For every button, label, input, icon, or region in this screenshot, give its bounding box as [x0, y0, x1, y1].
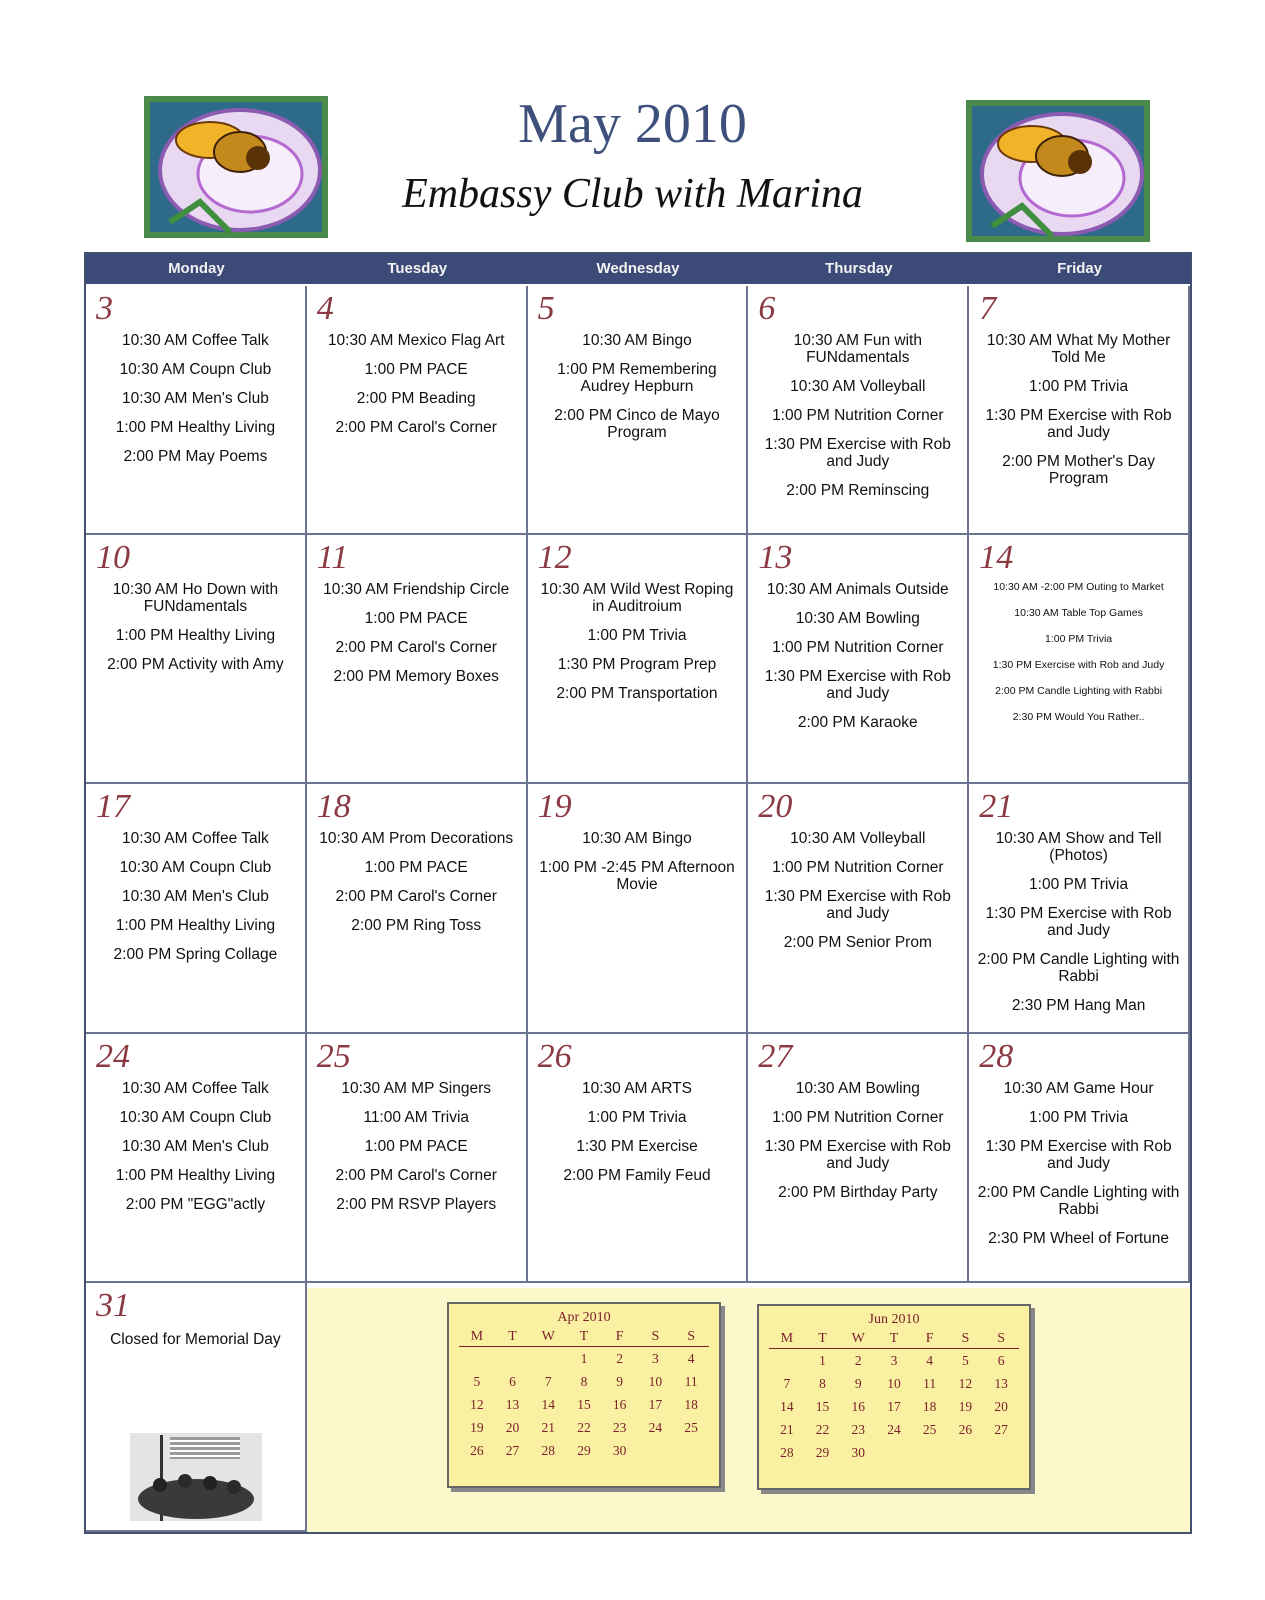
event-item: 10:30 AM Volleyball [790, 378, 926, 395]
event-item: 1:00 PM Trivia [587, 627, 687, 645]
mini-calendar-row [459, 1439, 709, 1462]
event-item: 1:00 PM -2:45 PM Afternoon Movie [539, 859, 735, 894]
mini-calendar-date: 13 [505, 1396, 520, 1412]
event-item: 10:30 AM Coffee Talk [122, 332, 269, 349]
event-list [94, 1331, 297, 1360]
event-list [94, 332, 297, 477]
event-item: 1:30 PM Program Prep [557, 656, 717, 674]
mini-calendar-date: 8 [819, 1375, 826, 1391]
mini-calendar-date: 11 [684, 1373, 698, 1389]
day-cell [748, 286, 969, 535]
event-item: 1:00 PM Trivia [1029, 876, 1129, 894]
event-list [977, 1080, 1180, 1259]
mini-calendar-date: 20 [994, 1398, 1008, 1414]
mini-calendar-header-row [769, 1330, 1019, 1349]
event-list [756, 332, 959, 511]
event-item: 1:00 PM PACE [364, 859, 468, 877]
event-list [536, 830, 739, 905]
mini-calendar-date: 21 [780, 1421, 794, 1437]
event-item: 2:00 PM Candle Lighting with Rabbi [977, 951, 1180, 986]
event-item: Closed for Memorial Day [110, 1330, 281, 1348]
mini-calendar-date: 22 [577, 1419, 591, 1435]
event-item: 2:00 PM Senior Prom [783, 934, 932, 952]
day-cell [528, 1034, 749, 1283]
event-item: 11:00 AM Trivia [363, 1108, 470, 1126]
mini-calendar-date: 11 [923, 1375, 937, 1391]
day-cell [969, 535, 1190, 784]
memorial-day-photo [130, 1433, 262, 1521]
mini-calendar-row [769, 1395, 1019, 1418]
mini-calendar-weekday: T [805, 1330, 841, 1349]
event-item: 2:00 PM Reminscing [786, 482, 930, 499]
mini-calendar-date: 16 [851, 1398, 865, 1414]
event-item: 1:00 PM PACE [364, 1137, 468, 1155]
event-item: 1:00 PM Healthy Living [115, 917, 276, 935]
event-item: 2:00 PM Candle Lighting with Rabbi [995, 685, 1163, 698]
mini-calendar-date: 18 [684, 1396, 698, 1412]
mini-calendar-date: 9 [854, 1375, 862, 1391]
day-number: 10 [96, 539, 130, 577]
day-number: 5 [537, 290, 555, 327]
weekday-wednesday: Wednesday [596, 260, 680, 277]
mini-calendar-date: 7 [783, 1375, 791, 1391]
event-list [315, 830, 518, 946]
event-item: 10:30 AM Bingo [582, 830, 692, 848]
day-cell [748, 1034, 969, 1283]
event-list [315, 332, 518, 448]
day-number: 11 [316, 539, 349, 577]
event-item: 2:30 PM Wheel of Fortune [988, 1229, 1170, 1247]
mini-calendar-row [459, 1393, 709, 1416]
page-title: May 2010 [518, 93, 747, 155]
mini-calendar-date: 23 [851, 1421, 865, 1437]
event-list [756, 581, 959, 743]
event-list [756, 830, 959, 963]
day-cell [307, 1034, 528, 1283]
event-list [94, 1080, 297, 1225]
event-item: 10:30 AM MP Singers [341, 1079, 492, 1097]
mini-calendar-date [530, 1347, 566, 1371]
mini-calendar-date: 28 [541, 1442, 555, 1458]
mini-calendar-date: 17 [887, 1398, 901, 1414]
day-cell [969, 784, 1190, 1033]
event-list [977, 332, 1180, 499]
mini-calendar-date: 3 [651, 1350, 659, 1366]
mini-calendar-row [769, 1441, 1019, 1464]
mini-calendar-weekday: S [948, 1330, 984, 1349]
day-number: 13 [758, 539, 793, 577]
event-item: 2:00 PM Transportation [556, 685, 718, 703]
day-number: 27 [758, 1037, 793, 1075]
mini-calendar-date: 19 [470, 1419, 484, 1435]
event-item: 10:30 AM Coffee Talk [122, 1079, 269, 1097]
mini-calendar-weekday: W [840, 1330, 876, 1349]
mini-calendar-date: 30 [851, 1444, 865, 1460]
event-item: 1:00 PM PACE [364, 610, 468, 628]
event-item: 2:00 PM Candle Lighting with Rabbi [977, 1183, 1180, 1218]
event-item: 1:00 PM PACE [364, 361, 468, 378]
event-item: 2:00 PM Carol's Corner [335, 888, 497, 906]
mini-calendar-date: 14 [780, 1398, 794, 1414]
event-item: 10:30 AM Mexico Flag Art [327, 332, 505, 349]
event-item: 10:30 AM -2:00 PM Outing to Market [993, 581, 1164, 594]
mini-calendar-date: 18 [922, 1398, 937, 1414]
event-item: 10:30 AM Wild West Roping in Auditroium [540, 581, 734, 616]
event-item: 10:30 AM Ho Down with FUNdamentals [112, 581, 279, 616]
mini-calendar [447, 1302, 721, 1488]
day-cell [969, 286, 1190, 535]
mini-calendar-date [769, 1349, 805, 1373]
month-calendar [84, 252, 1192, 1534]
event-item: 10:30 AM Bowling [795, 610, 920, 628]
mini-calendar-date: 10 [648, 1373, 663, 1389]
mini-calendar-date [876, 1441, 912, 1464]
day-number: 7 [979, 290, 997, 327]
mini-calendar-date [459, 1347, 495, 1371]
day-number: 14 [979, 539, 1014, 577]
event-list [977, 581, 1180, 737]
event-item: 1:30 PM Exercise with Rob and Judy [992, 659, 1165, 672]
day-number: 17 [96, 788, 130, 826]
event-item: 2:30 PM Would You Rather.. [1012, 711, 1145, 724]
event-item: 1:00 PM Nutrition Corner [772, 1108, 944, 1126]
mini-calendar-row [459, 1347, 709, 1371]
mini-calendar-date: 4 [687, 1350, 695, 1366]
event-item: 10:30 AM Men's Club [121, 888, 269, 906]
event-item: 10:30 AM Fun with FUNdamentals [793, 332, 922, 366]
event-item: 10:30 AM Friendship Circle [323, 581, 510, 599]
day-cell [307, 535, 528, 784]
mini-calendar-date: 14 [541, 1396, 555, 1412]
mini-calendar-date: 2 [616, 1350, 624, 1366]
page-header [0, 0, 1265, 250]
mini-calendar-title: Jun 2010 [868, 1312, 920, 1327]
mini-calendar-weekday: T [495, 1328, 531, 1347]
mini-calendar-date: 16 [612, 1396, 627, 1412]
day-number: 26 [537, 1037, 572, 1075]
footer-area [307, 1288, 1190, 1532]
mini-calendar-weekday: M [459, 1328, 495, 1347]
event-item: 2:00 PM Carol's Corner [335, 419, 497, 436]
event-item: 10:30 AM Coupn Club [119, 361, 272, 378]
calendar-grid [86, 286, 1190, 1532]
event-item: 1:00 PM Trivia [1029, 1108, 1129, 1126]
event-list [536, 1080, 739, 1196]
mini-calendar-date: 25 [922, 1421, 937, 1437]
mini-calendar-date: 7 [544, 1373, 552, 1389]
event-item: 1:00 PM Healthy Living [115, 419, 276, 436]
day-cell [748, 784, 969, 1033]
event-list [536, 332, 739, 453]
mini-calendar-row [769, 1372, 1019, 1395]
mini-calendar-date [912, 1441, 948, 1464]
mini-calendar-date: 29 [815, 1444, 830, 1460]
mini-calendar-date: 1 [580, 1350, 588, 1366]
mini-calendar-date: 5 [473, 1373, 481, 1389]
event-item: 1:30 PM Exercise with Rob and Judy [985, 1137, 1172, 1172]
event-item: 2:00 PM Birthday Party [778, 1183, 938, 1201]
event-item: 1:00 PM Nutrition Corner [772, 859, 944, 877]
day-number: 4 [316, 290, 334, 327]
event-item: 1:30 PM Exercise with Rob and Judy [764, 1137, 951, 1172]
day-number: 25 [316, 1037, 351, 1075]
mini-calendar [757, 1304, 1031, 1490]
mini-calendar-date: 5 [961, 1352, 969, 1368]
event-item: 10:30 AM Table Top Games [1014, 607, 1143, 620]
day-cell [86, 286, 307, 535]
event-list [977, 830, 1180, 1026]
mini-calendar-date: 9 [616, 1373, 624, 1389]
mini-calendar-date: 10 [887, 1375, 901, 1391]
mini-calendar-date: 30 [612, 1442, 627, 1458]
event-list [315, 581, 518, 697]
mini-calendar-weekday: F [912, 1330, 948, 1349]
mini-calendar-weekday: T [876, 1330, 912, 1349]
day-cell [86, 1283, 307, 1532]
event-item: 2:00 PM Mother's Day Program [1002, 453, 1156, 487]
event-item: 10:30 AM ARTS [581, 1079, 692, 1097]
mini-calendar-row [769, 1418, 1019, 1441]
mini-calendar-weekday: W [530, 1328, 566, 1347]
event-item: 10:30 AM Coffee Talk [122, 830, 269, 848]
event-list [536, 581, 739, 714]
mini-calendar-date: 3 [890, 1352, 898, 1368]
event-item: 10:30 AM Prom Decorations [319, 830, 514, 848]
mini-calendar-date: 28 [780, 1444, 794, 1460]
day-cell [86, 1034, 307, 1283]
day-cell [528, 286, 749, 535]
event-item: 1:00 PM Healthy Living [115, 1166, 276, 1184]
event-item: 10:30 AM Show and Tell (Photos) [995, 830, 1162, 865]
mini-calendar-weekday: M [769, 1330, 805, 1349]
event-item: 2:00 PM Family Feud [563, 1166, 711, 1184]
mini-calendar-date: 12 [470, 1396, 484, 1412]
event-list [315, 1080, 518, 1225]
weekday-monday: Monday [168, 260, 225, 277]
event-item: 2:00 PM Spring Collage [113, 946, 278, 964]
mini-calendar-weekday: F [602, 1328, 638, 1347]
event-item: 1:00 PM Trivia [587, 1108, 687, 1126]
event-item: 1:30 PM Exercise with Rob and Judy [764, 436, 951, 470]
day-cell [748, 535, 969, 784]
event-item: 2:00 PM Activity with Amy [107, 656, 284, 674]
day-number: 21 [979, 788, 1014, 826]
event-item: 2:00 PM Memory Boxes [333, 668, 499, 686]
day-cell [969, 1034, 1190, 1283]
mini-calendar-date [638, 1439, 674, 1462]
event-item: 2:00 PM RSVP Players [336, 1195, 497, 1213]
mini-calendar-date: 29 [577, 1442, 591, 1458]
mini-calendar-date: 26 [958, 1421, 973, 1437]
mini-calendar-row [459, 1416, 709, 1439]
day-number: 3 [96, 290, 113, 327]
event-item: 1:00 PM Nutrition Corner [772, 407, 944, 424]
mini-calendar-date: 1 [819, 1352, 826, 1368]
mini-calendar-title: Apr 2010 [557, 1310, 611, 1325]
event-item: 1:30 PM Exercise with Rob and Judy [764, 668, 951, 703]
day-number: 24 [96, 1037, 130, 1075]
day-cell [86, 535, 307, 784]
weekday-thursday: Thursday [825, 260, 893, 277]
mini-calendar-date: 24 [648, 1419, 663, 1435]
day-number: 12 [537, 539, 572, 577]
event-item: 1:00 PM Healthy Living [115, 627, 276, 645]
mini-calendar-date: 26 [470, 1442, 484, 1458]
event-item: 2:30 PM Hang Man [1011, 997, 1146, 1015]
mini-calendar-date: 21 [541, 1419, 555, 1435]
mini-calendar-weekday: S [638, 1328, 674, 1347]
event-item: 10:30 AM Bowling [795, 1079, 920, 1097]
day-cell [528, 535, 749, 784]
mini-calendar-weekday: T [566, 1328, 602, 1347]
event-item: 10:30 AM Men's Club [121, 390, 269, 407]
event-list [94, 581, 297, 685]
event-item: 1:00 PM Trivia [1029, 378, 1129, 395]
event-item: 10:30 AM Animals Outside [766, 581, 949, 599]
mini-calendar-date: 19 [958, 1398, 973, 1414]
event-item: 10:30 AM Game Hour [1003, 1079, 1154, 1097]
mini-calendar-date [673, 1439, 709, 1462]
mini-calendar-table [459, 1328, 709, 1462]
day-cell [307, 286, 528, 535]
event-item: 1:00 PM Nutrition Corner [772, 639, 944, 657]
mini-calendar-date: 8 [580, 1373, 588, 1389]
event-item: 2:00 PM Beading [356, 390, 476, 407]
mini-calendar-date: 27 [505, 1442, 520, 1458]
event-item: 10:30 AM Bingo [582, 332, 692, 349]
event-item: 1:30 PM Exercise with Rob and Judy [985, 407, 1172, 441]
mini-calendar-date: 22 [815, 1421, 830, 1437]
mini-calendar-date: 2 [854, 1352, 862, 1368]
weekday-tuesday: Tuesday [387, 260, 448, 277]
mini-calendar-date: 17 [648, 1396, 663, 1412]
event-item: 10:30 AM Volleyball [790, 830, 926, 848]
mini-calendar-date [983, 1441, 1019, 1464]
mini-calendar-date: 25 [684, 1419, 698, 1435]
mini-calendar-date: 24 [887, 1421, 901, 1437]
mini-calendar-row [769, 1349, 1019, 1373]
day-cell [86, 784, 307, 1033]
day-number: 6 [758, 290, 776, 327]
mini-calendar-header-row [459, 1328, 709, 1347]
event-item: 10:30 AM Coupn Club [119, 1108, 272, 1126]
event-item: 2:00 PM "EGG"actly [125, 1195, 266, 1213]
event-item: 1:30 PM Exercise with Rob and Judy [764, 888, 951, 923]
event-item: 2:00 PM Ring Toss [351, 917, 482, 935]
mini-calendar-row [459, 1370, 709, 1393]
event-item: 1:30 PM Exercise with Rob and Judy [985, 905, 1172, 940]
event-item: 10:30 AM What My Mother Told Me [986, 332, 1171, 366]
mini-calendar-date [948, 1441, 984, 1464]
event-item: 10:30 AM Coupn Club [119, 859, 272, 877]
event-item: 10:30 AM Men's Club [121, 1137, 269, 1155]
event-list [756, 1080, 959, 1213]
mini-calendar-weekday: S [673, 1328, 709, 1347]
event-item: 1:00 PM Remembering Audrey Hepburn [557, 361, 717, 395]
day-number: 19 [537, 788, 572, 826]
day-number: 18 [316, 788, 351, 826]
mini-calendar-date: 15 [577, 1396, 591, 1412]
mini-calendar-date: 6 [997, 1352, 1005, 1368]
day-number: 20 [758, 788, 793, 826]
day-cell [528, 784, 749, 1033]
weekday-friday: Friday [1057, 260, 1103, 277]
event-item: 2:00 PM Cinco de Mayo Program [554, 407, 720, 441]
mini-calendar-date: 20 [505, 1419, 520, 1435]
day-number: 28 [979, 1037, 1014, 1075]
event-item: 2:00 PM Carol's Corner [335, 1166, 497, 1184]
page-subtitle: Embassy Club with Marina [402, 171, 863, 217]
day-cell [307, 784, 528, 1033]
event-item: 2:00 PM Carol's Corner [335, 639, 497, 657]
mini-calendar-date: 12 [958, 1375, 973, 1391]
event-item: 1:30 PM Exercise [576, 1137, 698, 1155]
mini-calendar-date: 15 [815, 1398, 830, 1414]
event-list [94, 830, 297, 975]
event-item: 1:00 PM Trivia [1045, 633, 1113, 646]
event-item: 2:00 PM May Poems [123, 448, 268, 465]
mini-calendar-date: 13 [994, 1375, 1008, 1391]
weekday-header [86, 254, 1190, 284]
mini-calendar-date: 23 [612, 1419, 627, 1435]
event-item: 2:00 PM Karaoke [797, 714, 918, 732]
mini-calendar-date: 27 [994, 1421, 1008, 1437]
mini-calendar-date: 4 [926, 1352, 934, 1368]
day-number: 31 [96, 1286, 130, 1324]
mini-calendar-table [769, 1330, 1019, 1464]
mini-calendar-date [495, 1347, 531, 1371]
mini-calendar-weekday: S [983, 1330, 1019, 1349]
mini-calendar-date: 6 [509, 1373, 516, 1389]
